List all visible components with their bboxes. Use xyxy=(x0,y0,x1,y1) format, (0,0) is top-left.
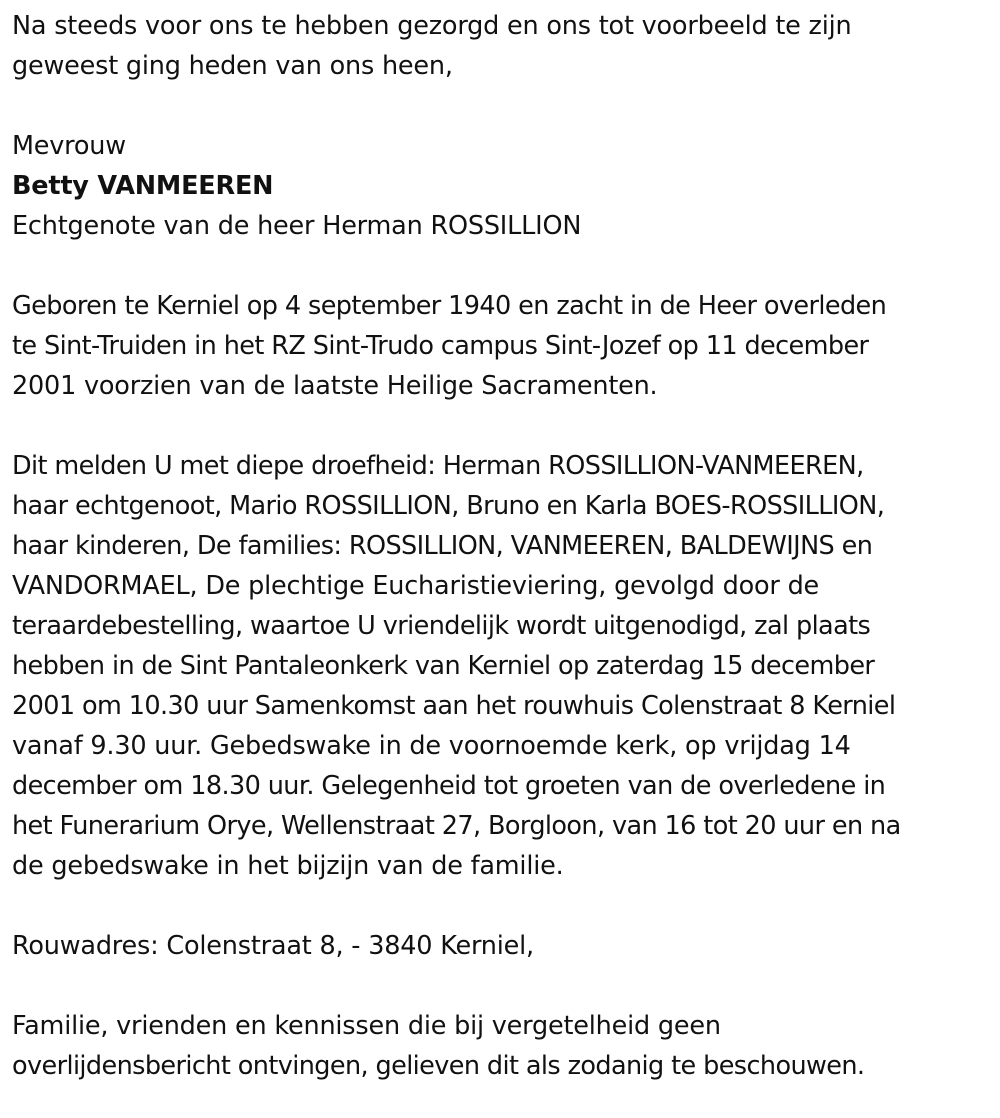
closing-line: Familie, vrienden en kennissen die bij vergetelheid geen xyxy=(12,1011,721,1041)
announcement-line: de gebedswake in het bijzijn van de familie. xyxy=(12,851,564,881)
intro-line: geweest ging heden van ons heen, xyxy=(12,51,453,81)
announcement-line: Dit melden U met diepe droefheid: Herman ROSSILLION-VANMEEREN, xyxy=(12,451,864,481)
birth-death-line: 2001 voorzien van de laatste Heilige Sacramenten. xyxy=(12,371,658,401)
closing-line: overlijdensbericht ontvingen, gelieven dit als zodanig te beschouwen. xyxy=(12,1051,865,1081)
announcement-paragraph xyxy=(12,446,988,886)
spouse-line: Echtgenote van de heer Herman ROSSILLION xyxy=(12,211,582,241)
address-paragraph xyxy=(12,926,988,966)
announcement-line: hebben in de Sint Pantaleonkerk van Kerniel op zaterdag 15 december xyxy=(12,651,875,681)
birth-death-paragraph xyxy=(12,286,988,406)
announcement-line: haar kinderen, De families: ROSSILLION, VANMEEREN, BALDEWIJNS en xyxy=(12,531,873,561)
deceased-name: Betty VANMEEREN xyxy=(12,171,274,201)
deceased-title: Mevrouw xyxy=(12,131,126,161)
mourning-address: Rouwadres: Colenstraat 8, - 3840 Kerniel, xyxy=(12,931,534,961)
intro-line: Na steeds voor ons te hebben gezorgd en ons tot voorbeeld te zijn xyxy=(12,11,852,41)
announcement-line: haar echtgenoot, Mario ROSSILLION, Bruno en Karla BOES-ROSSILLION, xyxy=(12,491,885,521)
announcement-line: teraardebestelling, waartoe U vriendelijk wordt uitgenodigd, zal plaats xyxy=(12,611,871,641)
deceased-block xyxy=(12,126,988,246)
announcement-line: het Funerarium Orye, Wellenstraat 27, Borgloon, van 16 tot 20 uur en na xyxy=(12,811,901,841)
intro-paragraph xyxy=(12,6,988,86)
birth-death-line: te Sint-Truiden in het RZ Sint-Trudo campus Sint-Jozef op 11 december xyxy=(12,331,869,361)
closing-paragraph xyxy=(12,1006,988,1086)
announcement-line: VANDORMAEL, De plechtige Eucharistieviering, gevolgd door de xyxy=(12,571,820,601)
birth-death-line: Geboren te Kerniel op 4 september 1940 en zacht in de Heer overleden xyxy=(12,291,887,321)
announcement-line: vanaf 9.30 uur. Gebedswake in de voornoemde kerk, op vrijdag 14 xyxy=(12,731,851,761)
announcement-line: december om 18.30 uur. Gelegenheid tot groeten van de overledene in xyxy=(12,771,886,801)
announcement-line: 2001 om 10.30 uur Samenkomst aan het rouwhuis Colenstraat 8 Kerniel xyxy=(12,691,896,721)
